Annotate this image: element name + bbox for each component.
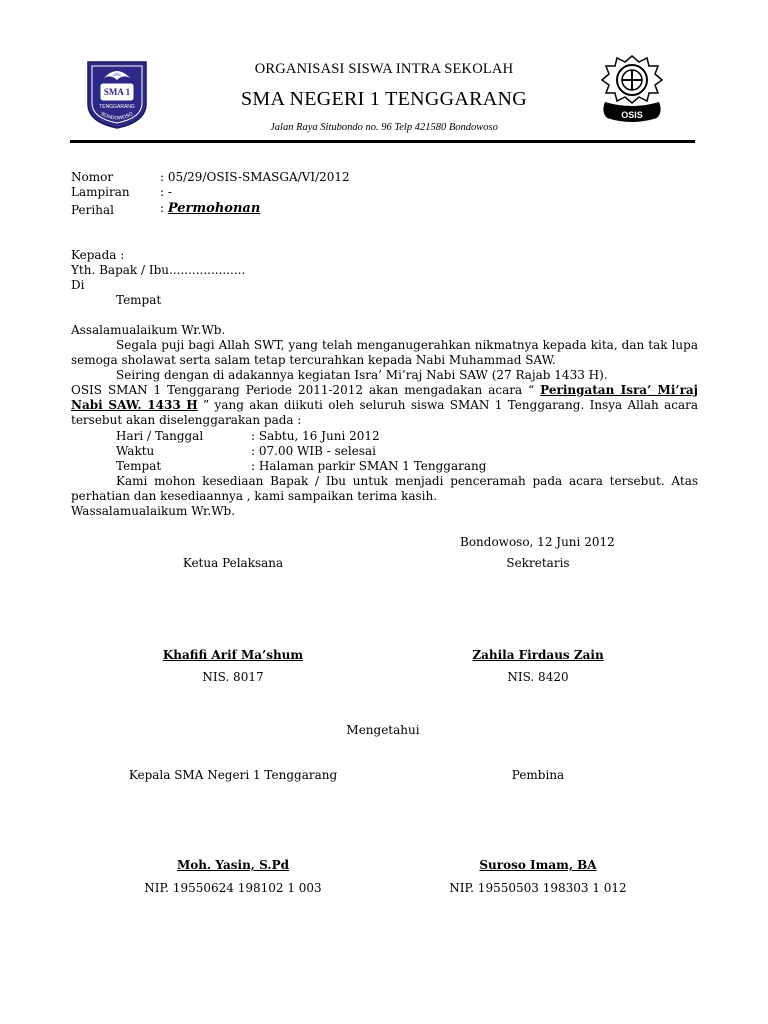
greeting: Assalamualaikum Wr.Wb. [71, 323, 226, 337]
nomor-label: Nomor [71, 170, 114, 184]
lampiran-value: : - [160, 185, 172, 199]
detail-label-time: Waktu [116, 444, 155, 458]
logo-top-text: SMA 1 [103, 87, 131, 97]
id-kepala: NIP. 19550624 198102 1 003 [144, 881, 322, 895]
mengetahui-label: Mengetahui [346, 723, 420, 737]
role-kepala: Kepala SMA Negeri 1 Tenggarang [128, 768, 338, 782]
date-place: Bondowoso, 12 Juni 2012 [460, 535, 615, 549]
organization-name: ORGANISASI SISWA INTRA SEKOLAH [254, 61, 514, 77]
paragraph-4: Kami mohon kesediaan Bapak / Ibu untuk menjadi penceramah pada acara tersebut. Atas perhatian dan kesediaannya , kami sampaikan terima kasih. [71, 474, 698, 503]
lampiran-label: Lampiran [71, 185, 130, 199]
name-ketua: Khafifi Arif Ma’shum [162, 648, 304, 662]
name-pembina: Suroso Imam, BA [479, 858, 597, 872]
di-label: Di [71, 278, 85, 292]
name-sekretaris: Zahila Firdaus Zain [472, 648, 604, 662]
letterhead-divider [70, 140, 695, 143]
role-sekretaris: Sekretaris [506, 556, 570, 570]
event-name: Peringatan Isra’ Mi’raj Nabi SAW. 1433 H [71, 383, 699, 412]
osis-ribbon-text: OSIS [621, 110, 643, 120]
logo-middle-text: TENGGARANG [99, 104, 135, 110]
perihal-value: Permohonan [167, 201, 261, 216]
detail-value-place: : Halaman parkir SMAN 1 Tenggarang [251, 459, 487, 473]
kepada-label: Kepada : [71, 248, 125, 262]
detail-label-place: Tempat [116, 459, 162, 473]
name-kepala: Moh. Yasin, S.Pd [176, 858, 289, 872]
detail-value-date: : Sabtu, 16 Juni 2012 [251, 429, 380, 443]
role-ketua: Ketua Pelaksana [182, 556, 284, 570]
detail-label-date: Hari / Tanggal [116, 429, 204, 443]
nomor-value: : 05/29/OSIS-SMASGA/VI/2012 [160, 170, 350, 184]
recipient-line: Yth. Bapak / Ibu.................... [71, 263, 246, 277]
closing: Wassalamualaikum Wr.Wb. [71, 504, 236, 518]
role-pembina: Pembina [511, 768, 565, 782]
perihal-value-line [160, 201, 260, 216]
paragraph-3-start: OSIS SMAN 1 Tenggarang Periode 2011-2012 akan mengadakan acara “ [71, 383, 541, 397]
school-logo-icon [82, 56, 152, 130]
paragraph-3 [71, 383, 698, 428]
perihal-colon: : [160, 201, 168, 215]
perihal-label: Perihal [71, 203, 114, 217]
paragraph-2: Seiring dengan di adakannya kegiatan Isra’ Mi’raj Nabi SAW (27 Rajab 1433 H). [116, 368, 608, 382]
logo-bottom-text: BONDOWOSO [99, 111, 135, 122]
school-address: Jalan Raya Situbondo no. 96 Telp 421580 Bondowoso [270, 122, 498, 133]
school-name: SMA NEGERI 1 TENGGARANG [241, 88, 527, 110]
id-pembina: NIP. 19550503 198303 1 012 [449, 881, 627, 895]
paragraph-3-end: ” yang akan diikuti oleh seluruh siswa SMAN 1 Tenggarang. Insya Allah acara tersebut akan diselenggarakan pada : [71, 398, 698, 427]
tempat-label: Tempat [116, 293, 162, 307]
paragraph-1: Segala puji bagi Allah SWT, yang telah menganugerahkan nikmatnya kepada kita, dan tak lupa semoga sholawat serta salam tetap tercurahkan kepada Nabi Muhammad SAW. [71, 338, 698, 367]
id-ketua: NIS. 8017 [202, 670, 264, 684]
id-sekretaris: NIS. 8420 [507, 670, 569, 684]
detail-value-time: : 07.00 WIB - selesai [251, 444, 376, 458]
